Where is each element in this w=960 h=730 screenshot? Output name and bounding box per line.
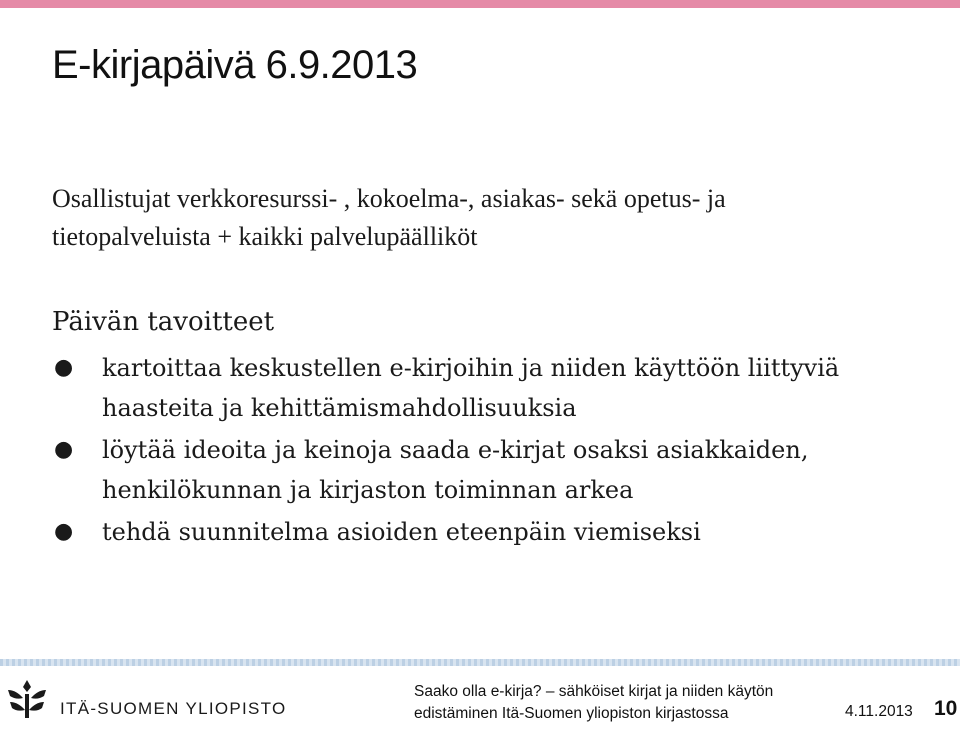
footer-caption [414,681,773,725]
bullet-icon: ● [54,355,74,380]
intro-text [52,180,932,256]
footer-caption-line: Saako olla e-kirja? – sähköiset kirjat ja niiden käytön [414,683,774,700]
list-item-line: tehdä suunnitelma asioiden eteenpäin viemiseksi [102,518,701,546]
list-item-line: kartoittaa keskustellen e-kirjoihin ja niiden käyttöön liittyviä [102,354,840,382]
page-number: 10 [934,697,958,720]
list-item-line: löytää ideoita ja keinoja saada e-kirjat osaksi asiakkaiden, [102,436,809,464]
goals-heading: Päivän tavoitteet [52,307,275,337]
university-name: ITÄ-SUOMEN YLIOPISTO [60,699,287,718]
slide-title: E-kirjapäivä 6.9.2013 [52,43,418,87]
list-item [52,512,932,552]
footer-band [0,659,960,666]
bullet-icon: ● [54,437,74,462]
footer-date: 4.11.2013 [845,703,913,720]
list-item-line: henkilökunnan ja kirjaston toiminnan arkea [102,476,634,504]
list-item [52,430,932,510]
university-logo [6,678,287,720]
university-logo-icon [6,678,48,720]
goals-list [52,348,932,554]
footer-caption-line: edistäminen Itä-Suomen yliopiston kirjastossa [414,705,729,722]
list-item-line: haasteita ja kehittämismahdollisuuksia [102,394,577,422]
list-item [52,348,932,428]
bullet-icon: ● [54,519,74,544]
intro-line: Osallistujat verkkoresurssi- , kokoelma-, asiakas- sekä opetus- ja [52,184,726,213]
top-accent-bar [0,0,960,8]
intro-line: tietopalveluista + kaikki palvelupäälliköt [52,222,478,251]
